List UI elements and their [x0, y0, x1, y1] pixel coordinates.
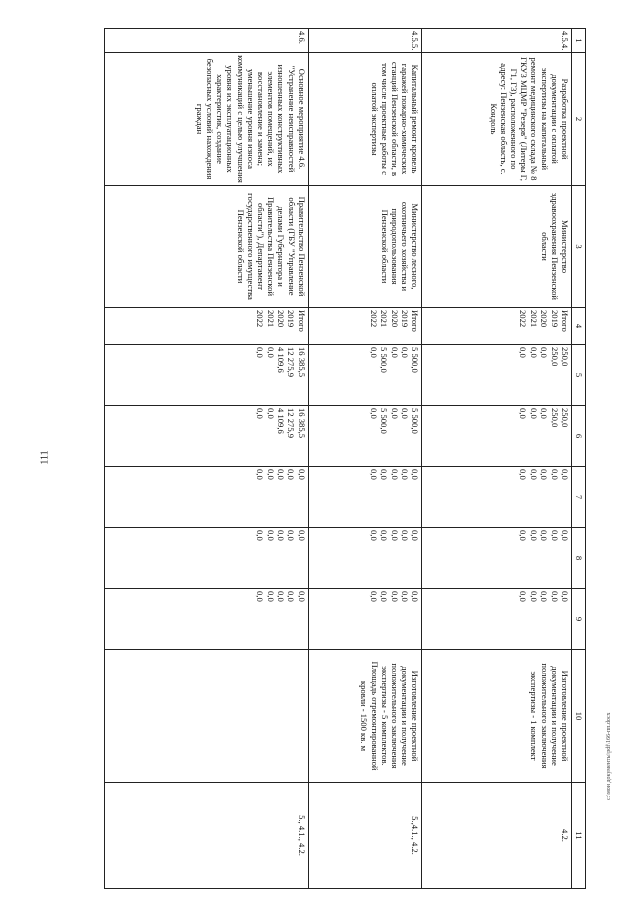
- cell-value: 0,0: [265, 408, 276, 419]
- cell-value: 0,0: [539, 469, 550, 480]
- cell-value: 0,0: [560, 530, 570, 541]
- cell-value: 0,0: [399, 591, 410, 602]
- cell-value: 2019: [549, 310, 560, 328]
- cell-value: 0,0: [560, 591, 570, 602]
- cell-value: 2020: [389, 310, 400, 328]
- cell-value: 0,0: [368, 347, 379, 358]
- cell-value: 12 275,9: [286, 347, 297, 378]
- cell-value: 0,0: [389, 408, 400, 419]
- amount-cell: [105, 467, 309, 528]
- table-row: [105, 29, 309, 889]
- cell-value: 0,0: [379, 530, 390, 541]
- cell-value: Итого: [296, 310, 307, 332]
- cell-value: 2020: [276, 310, 287, 328]
- col-header: 7: [572, 467, 586, 528]
- row-number-cell: 4.5.5.: [308, 29, 422, 53]
- cell-value: 0,0: [276, 530, 287, 541]
- cell-value: 0,0: [560, 469, 570, 480]
- cell-value: 0,0: [399, 408, 410, 419]
- cell-value: 0,0: [286, 591, 297, 602]
- cell-value: 0,0: [368, 591, 379, 602]
- cell-value: 0,0: [518, 469, 529, 480]
- cell-value: 0,0: [539, 591, 550, 602]
- cell-value: 0,0: [368, 530, 379, 541]
- cell-value: 5 500,0: [379, 347, 390, 373]
- table-row: [308, 29, 422, 889]
- cell-value: 0,0: [389, 469, 400, 480]
- result-cell: Изготовление проектной документации и получение положительного заключения экспертизы - 1 комплект: [422, 650, 572, 783]
- cell-value: 0,0: [539, 347, 550, 358]
- cell-value: 0,0: [265, 591, 276, 602]
- amount-cell: [422, 528, 572, 589]
- amount-cell: [422, 467, 572, 528]
- cell-value: 0,0: [389, 591, 400, 602]
- cell-value: 0,0: [399, 530, 410, 541]
- executor-cell: Правительство Пензенской области (ГБУ "Управление делами Губернатора и Правительства Пензенской области"), Департамент государственного имущества Пензенской области: [105, 186, 309, 308]
- col-header: 11: [572, 783, 586, 889]
- cell-value: 0,0: [255, 408, 266, 419]
- amount-cell: [422, 589, 572, 650]
- cell-value: 0,0: [389, 530, 400, 541]
- footer-file-path: c:\мои документы\pdf\166-пп.docx: [606, 712, 612, 800]
- cell-value: 0,0: [528, 530, 539, 541]
- cell-value: 0,0: [410, 591, 421, 602]
- cell-value: 0,0: [296, 591, 307, 602]
- col-header: 8: [572, 528, 586, 589]
- year-list-cell: [105, 308, 309, 345]
- row-number-cell: 4.6.: [105, 29, 309, 53]
- executor-cell: Министерство здравоохранения Пензенской области: [422, 186, 572, 308]
- amount-cell: [308, 528, 422, 589]
- cell-value: 5 500,0: [410, 347, 421, 373]
- cell-value: 4 109,6: [276, 408, 287, 434]
- cell-value: 0,0: [389, 347, 400, 358]
- cell-value: 5 500,0: [410, 408, 421, 434]
- col-header: 10: [572, 650, 586, 783]
- amount-cell: [308, 345, 422, 406]
- cell-value: 0,0: [255, 469, 266, 480]
- row-number-cell: 4.5.4.: [422, 29, 572, 53]
- col-header: 1: [572, 29, 586, 53]
- cell-value: 0,0: [518, 530, 529, 541]
- cell-value: 0,0: [528, 347, 539, 358]
- cell-value: 0,0: [255, 591, 266, 602]
- cell-value: 0,0: [276, 469, 287, 480]
- cell-value: 0,0: [255, 530, 266, 541]
- cell-value: 0,0: [549, 469, 560, 480]
- amount-cell: [105, 528, 309, 589]
- cell-value: 0,0: [255, 347, 266, 358]
- col-header: 9: [572, 589, 586, 650]
- cell-value: 0,0: [379, 469, 390, 480]
- cell-value: 0,0: [399, 347, 410, 358]
- cell-value: 0,0: [528, 591, 539, 602]
- cell-value: 0,0: [379, 591, 390, 602]
- cell-value: 0,0: [528, 408, 539, 419]
- year-list-cell: [422, 308, 572, 345]
- amount-cell: [105, 345, 309, 406]
- cell-value: 2019: [286, 310, 297, 328]
- cell-value: 0,0: [518, 408, 529, 419]
- cell-value: 2021: [528, 310, 539, 328]
- cell-value: 0,0: [368, 469, 379, 480]
- cell-value: 2022: [255, 310, 266, 328]
- col-header: 6: [572, 406, 586, 467]
- cell-value: Итого: [560, 310, 570, 332]
- cell-value: 0,0: [528, 469, 539, 480]
- event-name-cell: Основное мероприятие 4.6. "Устранение неисправностей изношенных конструктивных элементов помещений, их восстановление и замена; уменьшение уровня износа коммуникаций с целью улучшения уровня их эксплуатационных характеристик, создание безопасных условий нахождения граждан: [105, 53, 309, 186]
- cell-value: 12 275,9: [286, 408, 297, 439]
- reference-cell: 5.,4.1., 4.2.: [308, 783, 422, 889]
- amount-cell: [422, 406, 572, 467]
- rotated-table-container: [104, 28, 586, 888]
- cell-value: 16 385,5: [296, 408, 307, 439]
- cell-value: 0,0: [265, 469, 276, 480]
- col-header: 3: [572, 186, 586, 308]
- reference-cell: 5., 4.1., 4.2.: [105, 783, 309, 889]
- year-list-cell: [308, 308, 422, 345]
- cell-value: 2022: [368, 310, 379, 328]
- cell-value: 0,0: [265, 530, 276, 541]
- cell-value: 0,0: [410, 530, 421, 541]
- cell-value: 16 385,5: [296, 347, 307, 378]
- amount-cell: [105, 406, 309, 467]
- program-table: [104, 28, 586, 889]
- cell-value: 2022: [518, 310, 529, 328]
- event-name-cell: Разработка проектной документации с оплатой экспертизы на капитальный ремонт медицинского склада № 8 ГКУЗ МЦМР "Резерв" (Литеры Г, Г1, Г3), расположенного по адресу: Пензенская область, с. Кондоль: [422, 53, 572, 186]
- event-name-cell: Капитальный ремонт кровель гаражей пожарно-химических станций Пензенской области, в том числе проектные работы с оплатой экспертизы: [308, 53, 422, 186]
- result-cell: Изготовление проектной документации и получение положительного заключения экспертизы - 5 комплектов. Площадь отремонтированной кровли - 1500 кв. м: [308, 650, 422, 783]
- cell-value: 0,0: [539, 408, 550, 419]
- cell-value: 0,0: [368, 408, 379, 419]
- cell-value: Итого: [410, 310, 421, 332]
- cell-value: 0,0: [518, 591, 529, 602]
- amount-cell: [308, 589, 422, 650]
- cell-value: 0,0: [296, 530, 307, 541]
- page-number: 111: [39, 450, 51, 465]
- cell-value: 250,0: [560, 408, 570, 428]
- executor-cell: Министерство лесного, охотничьего хозяйства и природопользования Пензенской области: [308, 186, 422, 308]
- col-header: 4: [572, 308, 586, 345]
- table-body: [105, 29, 572, 889]
- col-header: 5: [572, 345, 586, 406]
- reference-cell: 4.2.: [422, 783, 572, 889]
- cell-value: 0,0: [286, 469, 297, 480]
- cell-value: 250,0: [549, 347, 560, 367]
- cell-value: 2021: [379, 310, 390, 328]
- cell-value: 0,0: [286, 530, 297, 541]
- header-row: [572, 29, 586, 889]
- amount-cell: [105, 589, 309, 650]
- cell-value: 250,0: [549, 408, 560, 428]
- cell-value: 0,0: [410, 469, 421, 480]
- cell-value: 2021: [265, 310, 276, 328]
- cell-value: 0,0: [539, 530, 550, 541]
- cell-value: 0,0: [549, 591, 560, 602]
- cell-value: 0,0: [549, 530, 560, 541]
- cell-value: 0,0: [399, 469, 410, 480]
- amount-cell: [422, 345, 572, 406]
- cell-value: 4 109,6: [276, 347, 287, 373]
- cell-value: 2020: [539, 310, 550, 328]
- col-header: 2: [572, 53, 586, 186]
- amount-cell: [308, 467, 422, 528]
- result-cell: [105, 650, 309, 783]
- amount-cell: [308, 406, 422, 467]
- cell-value: 0,0: [276, 591, 287, 602]
- cell-value: 0,0: [518, 347, 529, 358]
- cell-value: 250,0: [560, 347, 570, 367]
- cell-value: 5 500,0: [379, 408, 390, 434]
- cell-value: 2019: [399, 310, 410, 328]
- cell-value: 0,0: [296, 469, 307, 480]
- table-row: [422, 29, 572, 889]
- cell-value: 0,0: [265, 347, 276, 358]
